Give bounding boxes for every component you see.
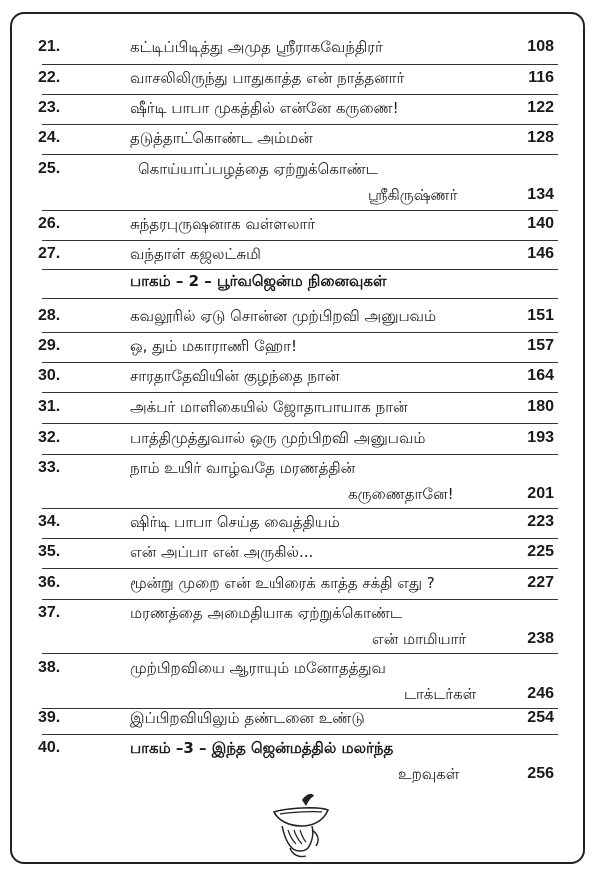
entry-page: 151 xyxy=(527,307,554,324)
entry-number: 32. xyxy=(38,429,61,446)
entry-title: சாரதாதேவியின் குழந்தை நான் xyxy=(130,367,340,385)
entry-page: 227 xyxy=(527,574,554,591)
entry-title: சுந்தரபுருஷனாக வள்ளலார் xyxy=(130,215,316,233)
entry-title: ஒ, தும் மகாராணி ஹோ! xyxy=(130,337,297,355)
entry-number: 22. xyxy=(38,69,61,86)
toc-entry xyxy=(0,124,600,152)
entry-title: மரணத்தை அமைதியாக ஏற்றுக்கொண்ட xyxy=(130,604,402,622)
entry-number: 21. xyxy=(38,38,61,55)
entry-number: 24. xyxy=(38,129,61,146)
entry-title-continued: டாக்டர்கள் xyxy=(404,685,477,703)
hand-holding-lamp-icon xyxy=(262,790,342,860)
entry-number: 33. xyxy=(38,459,61,476)
entry-title: தடுத்தாட்கொண்ட அம்மன் xyxy=(130,129,313,147)
entry-title: ஷீர்டி பாபா முகத்தில் என்னே கருணை! xyxy=(130,99,399,117)
entry-page: 180 xyxy=(527,398,554,415)
entry-page: 254 xyxy=(527,709,554,726)
toc-entry xyxy=(0,302,600,330)
toc-entry xyxy=(0,393,600,421)
section-title: பாகம் – 2 – பூர்வஜென்ம நினைவுகள் xyxy=(130,272,387,290)
row-divider xyxy=(42,298,558,299)
entry-number: 36. xyxy=(38,574,61,591)
entry-number: 25. xyxy=(38,160,61,177)
toc-entry xyxy=(0,332,600,360)
section-heading xyxy=(0,267,600,295)
entry-page: 157 xyxy=(527,337,554,354)
toc-entry xyxy=(0,734,600,762)
entry-page: 256 xyxy=(527,765,554,782)
toc-entry xyxy=(0,569,600,597)
entry-page: 193 xyxy=(527,429,554,446)
entry-page: 140 xyxy=(527,215,554,232)
entry-number: 37. xyxy=(38,604,61,621)
entry-page: 238 xyxy=(527,630,554,647)
toc-entry-continuation xyxy=(0,625,600,653)
toc-entry xyxy=(0,64,600,92)
entry-number: 34. xyxy=(38,513,61,530)
entry-title: முற்பிறவியை ஆராயும் மனோதத்துவ xyxy=(130,659,386,677)
entry-page: 246 xyxy=(527,685,554,702)
entry-page: 122 xyxy=(527,99,554,116)
entry-page: 146 xyxy=(527,245,554,262)
entry-page: 225 xyxy=(527,543,554,560)
entry-number: 26. xyxy=(38,215,61,232)
toc-entry-continuation xyxy=(0,480,600,508)
entry-page: 201 xyxy=(527,485,554,502)
toc-entry xyxy=(0,508,600,536)
toc-entry xyxy=(0,155,600,183)
toc-entry xyxy=(0,454,600,482)
entry-title: கவலூரில் ஏடு சொன்ன முற்பிறவி அனுபவம் xyxy=(130,307,437,325)
entry-title-continued: உறவுகள் xyxy=(398,765,460,783)
entry-title: பாத்திமுத்துவால் ஒரு முற்பிறவி அனுபவம் xyxy=(130,429,426,447)
entry-number: 23. xyxy=(38,99,61,116)
entry-number: 27. xyxy=(38,245,61,262)
entry-title-continued: ஸ்ரீகிருஷ்ணர் xyxy=(368,186,458,204)
entry-number: 35. xyxy=(38,543,61,560)
entry-title: வாசலிலிருந்து பாதுகாத்த என் நாத்தனார் xyxy=(130,69,405,87)
toc-entry xyxy=(0,538,600,566)
entry-number: 29. xyxy=(38,337,61,354)
toc-entry xyxy=(0,240,600,268)
entry-page: 164 xyxy=(527,367,554,384)
entry-page: 223 xyxy=(527,513,554,530)
entry-title: மூன்று முறை என் உயிரைக் காத்த சக்தி எது ? xyxy=(130,574,435,592)
entry-title: கொய்யாப்பழத்தை ஏற்றுக்கொண்ட xyxy=(138,160,378,178)
toc-entry-continuation xyxy=(0,181,600,209)
toc-entry xyxy=(0,94,600,122)
entry-number: 40. xyxy=(38,739,61,756)
entry-title: இப்பிறவியிலும் தண்டனை உண்டு xyxy=(130,709,365,727)
entry-title: பாகம் –3 – இந்த ஜென்மத்தில் மலர்ந்த xyxy=(130,739,394,757)
toc-entry xyxy=(0,654,600,682)
entry-number: 31. xyxy=(38,398,61,415)
entry-title: கட்டிப்பிடித்து அமுத ஸ்ரீராகவேந்திரர் xyxy=(130,38,383,56)
entry-title-continued: என் மாமியார் xyxy=(372,630,467,648)
entry-title: நாம் உயிர் வாழ்வதே மரணத்தின் xyxy=(130,459,356,477)
entry-page: 108 xyxy=(527,38,554,55)
toc-entry xyxy=(0,424,600,452)
toc-entry xyxy=(0,704,600,732)
entry-title: என் அப்பா என் அருகில்... xyxy=(130,543,314,561)
entry-number: 38. xyxy=(38,659,61,676)
entry-page: 116 xyxy=(528,69,554,86)
entry-title: வந்தாள் கஜலட்சுமி xyxy=(130,245,261,263)
entry-title: ஷிர்டி பாபா செய்த வைத்தியம் xyxy=(130,513,340,531)
toc-entry xyxy=(0,210,600,238)
entry-title: அக்பர் மாளிகையில் ஜோதாபாயாக நான் xyxy=(130,398,408,416)
toc-entry xyxy=(0,599,600,627)
toc-entry xyxy=(0,362,600,390)
entry-number: 39. xyxy=(38,709,61,726)
entry-page: 128 xyxy=(527,129,554,146)
entry-number: 30. xyxy=(38,367,61,384)
toc-entry-continuation xyxy=(0,760,600,788)
entry-title-continued: கருணைதானே! xyxy=(348,485,454,503)
toc-entry xyxy=(0,33,600,61)
entry-page: 134 xyxy=(527,186,554,203)
entry-number: 28. xyxy=(38,307,61,324)
